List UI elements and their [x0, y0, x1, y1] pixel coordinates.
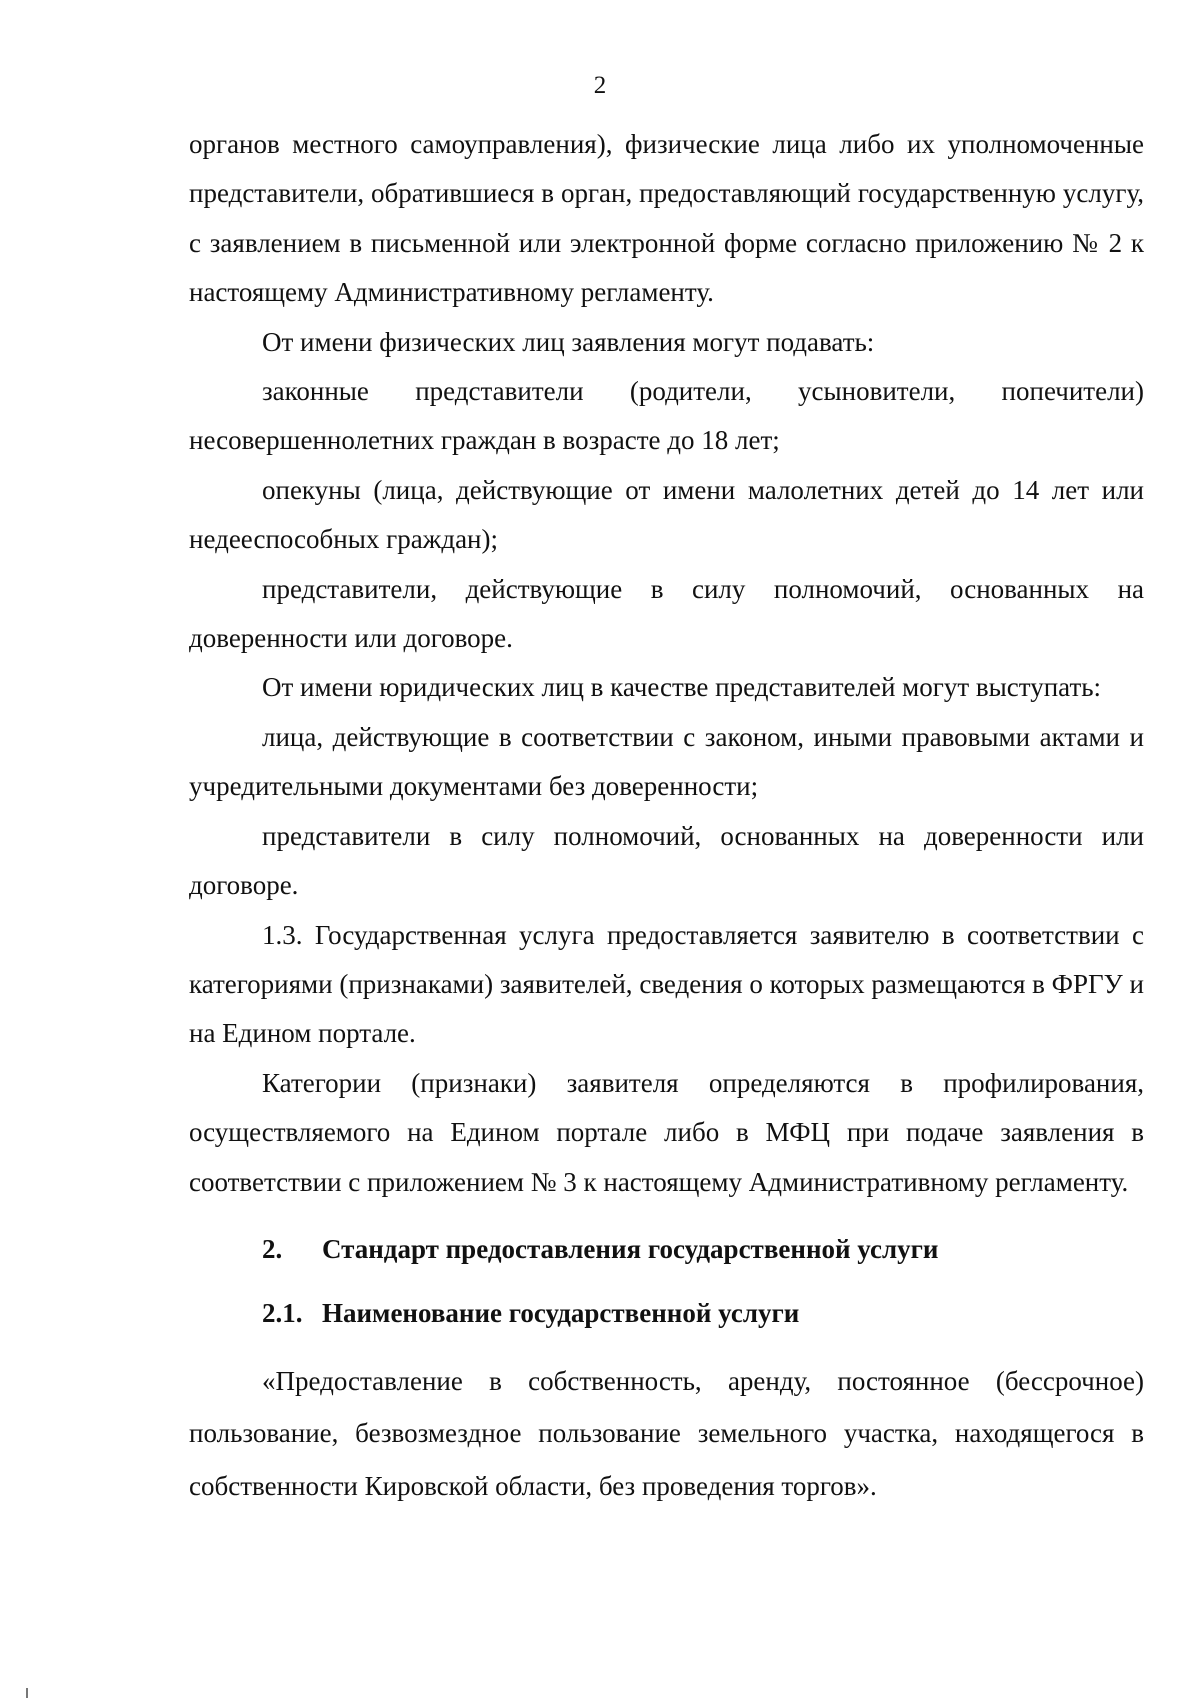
subsection-heading	[189, 1291, 1144, 1335]
paragraph-authorized-representatives: представители, действующие в силу полномочий, основанных на доверенности или договоре.	[189, 573, 1144, 654]
page-number: 2	[593, 72, 607, 99]
subsection-number: 2.1.	[262, 1297, 303, 1328]
paragraph-guardians: опекуны (лица, действующие от имени малолетних детей до 14 лет или недееспособных граждан);	[189, 474, 1144, 555]
paragraph-clause-1-3: 1.3. Государственная услуга предоставляется заявителю в соответствии с категориями (признаками) заявителей, сведения о которых размещаются в ФРГУ и на Едином портале.	[189, 919, 1144, 1049]
section-title: Стандарт предоставления государственной услуги	[322, 1233, 939, 1264]
paragraph-acting-persons: лица, действующие в соответствии с законом, иными правовыми актами и учредительными документами без доверенности;	[189, 721, 1144, 802]
document-body	[189, 120, 1144, 1512]
section-heading	[189, 1227, 1144, 1271]
paragraph-individuals-intro: От имени физических лиц заявления могут подавать:	[262, 326, 875, 357]
paragraph-legal-representatives: законные представители (родители, усыновители, попечители) несовершеннолетних граждан в возрасте до 18 лет;	[189, 376, 1144, 456]
paragraph-service-name: «Предоставление в собственность, аренду, постоянное (бессрочное) пользование, безвозмездное пользование земельного участка, находящегося в собственности Кировской области, без проведения торгов».	[189, 1365, 1144, 1501]
scan-edge-mark	[26, 1688, 28, 1698]
paragraph-legal-entities-intro: От имени юридических лиц в качестве представителей могут выступать:	[262, 672, 1102, 703]
subsection-title: Наименование государственной услуги	[322, 1297, 800, 1328]
paragraph-applicants-continued: органов местного самоуправления), физические лица либо их уполномоченные представители, обратившиеся в орган, предоставляющий государственную услугу, с заявлением в письменной или электронной форме согласно приложению № 2 к настоящему Административному регламенту.	[189, 129, 1144, 308]
section-number: 2.	[262, 1233, 283, 1264]
paragraph-applicant-categories: Категории (признаки) заявителя определяются в профилирования, осуществляемого на Едином портале либо в МФЦ при подаче заявления в соответствии с приложением № 3 к настоящему Административному регламенту.	[189, 1067, 1144, 1197]
paragraph-power-of-attorney: представители в силу полномочий, основанных на доверенности или договоре.	[189, 820, 1144, 901]
